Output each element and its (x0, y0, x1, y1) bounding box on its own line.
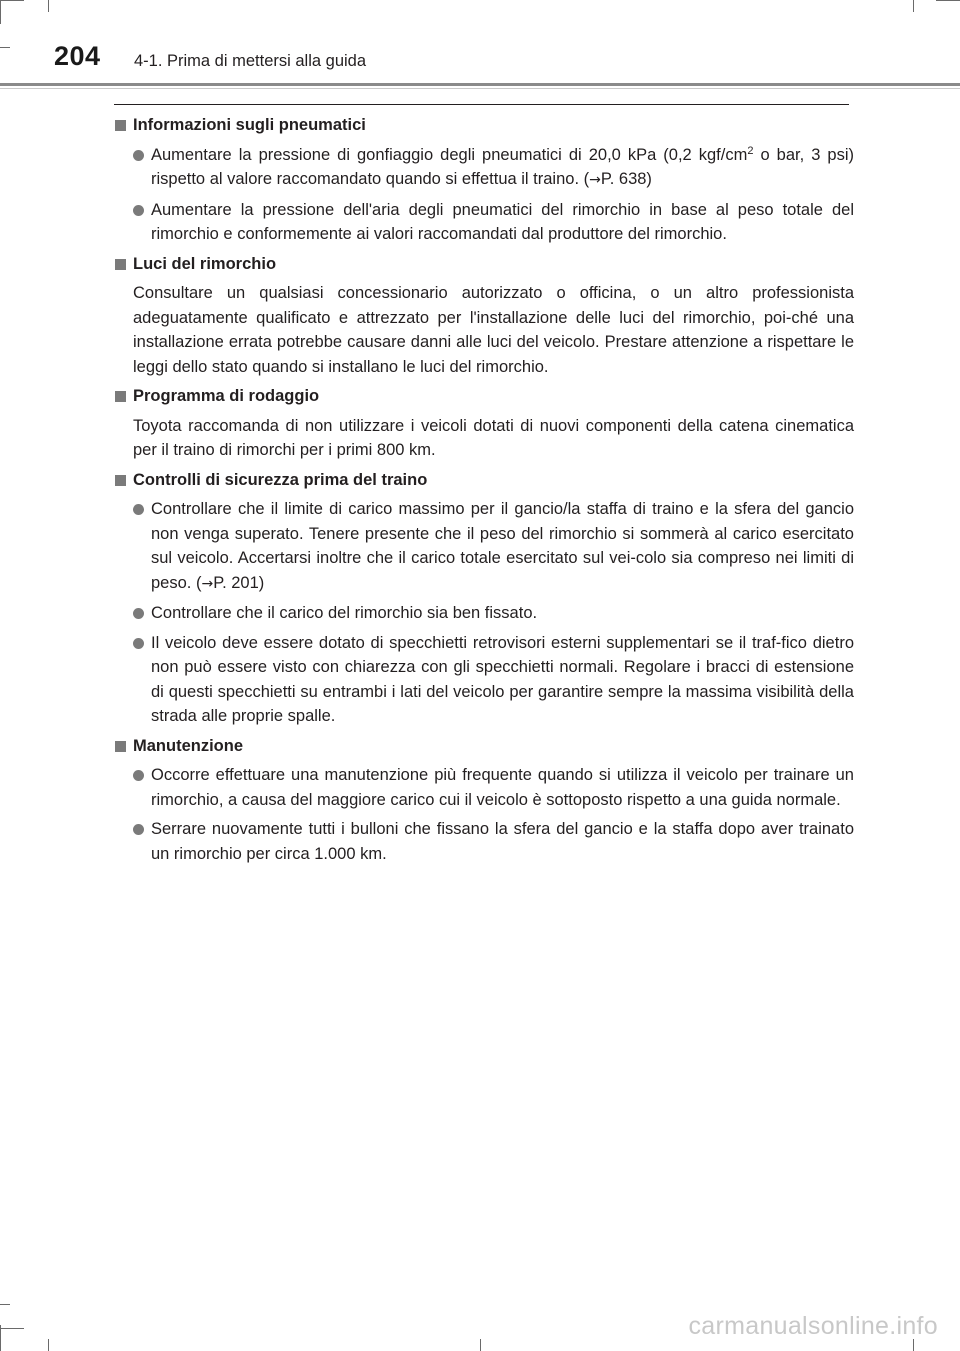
bullet-item: Il veicolo deve essere dotato di specchietti retrovisori esterni supplementari se il traf-fico dietro non può essere visto con chiarezza con gli specchietti normali. Regolare i bracci di estensione di questi specchietti su entrambi i lati del veicolo per garantire sempre la massima visibilità della strada alle proprie spalle. (114, 631, 854, 729)
arrow-icon: → (589, 172, 601, 188)
header-divider (0, 83, 960, 86)
bullet-item: Controllare che il carico del rimorchio sia ben fissato. (114, 601, 854, 626)
section-heading: Manutenzione (114, 734, 854, 759)
round-bullet-icon (133, 770, 144, 781)
page-body (114, 113, 854, 871)
round-bullet-icon (133, 504, 144, 515)
bullet-item: Aumentare la pressione di gonfiaggio degli pneumatici di 20,0 kPa (0,2 kgf/$cm^2$ o bar, 3 psi) rispetto al valore raccomandato quando si effettua il traino. (→P. 638) (114, 143, 854, 193)
page-reference: P. 201) (213, 573, 265, 592)
bullet-item: Serrare nuovamente tutti i bulloni che fissano la sfera del gancio e la staffa dopo aver trainato un rimorchio per circa 1.000 km. (114, 817, 854, 866)
page-number: 204 (54, 41, 101, 71)
bullet-item: Occorre effettuare una manutenzione più frequente quando si utilizza il veicolo per trainare un rimorchio, a causa del maggiore carico cui il veicolo è sottoposto rispetto a una guida normale. (114, 763, 854, 812)
crop-mark (0, 1328, 24, 1329)
arrow-icon: → (201, 575, 214, 592)
section-heading: Controlli di sicurezza prima del traino (114, 468, 854, 493)
section-heading: Informazioni sugli pneumatici (114, 113, 854, 138)
crop-mark (480, 1339, 481, 1351)
round-bullet-icon (133, 638, 144, 649)
square-bullet-icon (115, 391, 126, 402)
paragraph: Toyota raccomanda di non utilizzare i veicoli dotati di nuovi componenti della catena cinematica per il traino di rimorchi per i primi 800 km. (133, 416, 854, 459)
square-bullet-icon (115, 475, 126, 486)
round-bullet-icon (133, 150, 144, 161)
bullet-item: Controllare che il limite di carico massimo per il gancio/la staffa di traino e la sfera del gancio non venga superato. Tenere presente che il peso del rimorchio si sommerà al carico esercitato sul veicolo. Accertarsi inoltre che il carico totale esercitato sul vei-colo sia compreso nei limiti di peso. (→P. 201) (114, 497, 854, 596)
page-header (0, 0, 960, 92)
superscript: 2 (747, 144, 754, 157)
content-divider (114, 104, 849, 105)
header-divider-thin (0, 88, 960, 89)
square-bullet-icon (115, 741, 126, 752)
crop-mark (48, 1339, 49, 1351)
section-heading: Programma di rodaggio (114, 384, 854, 409)
bullet-item: Aumentare la pressione dell'aria degli pneumatici del rimorchio in base al peso totale del rimorchio e conformemente ai valori raccomandati dal produttore del rimorchio. (114, 198, 854, 247)
crop-mark (0, 1304, 10, 1305)
watermark: carmanualsonline.info (688, 1312, 938, 1340)
round-bullet-icon (133, 205, 144, 216)
page-reference: P. 638) (600, 170, 652, 188)
square-bullet-icon (115, 259, 126, 270)
square-bullet-icon (115, 120, 126, 131)
paragraph: Consultare un qualsiasi concessionario autorizzato o officina, o un altro professionista adeguatamente qualificato e attrezzato per l'installazione delle luci del rimorchio, poi-ché una installazione errata potrebbe causare danni alle luci del veicolo. Prestare attenzione a rispettare le leggi dello stato quando si installano le luci del rimorchio. (133, 284, 854, 376)
round-bullet-icon (133, 608, 144, 619)
section-heading: Luci del rimorchio (114, 252, 854, 277)
section-title: 4-1. Prima di mettersi alla guida (134, 52, 367, 70)
round-bullet-icon (133, 824, 144, 835)
